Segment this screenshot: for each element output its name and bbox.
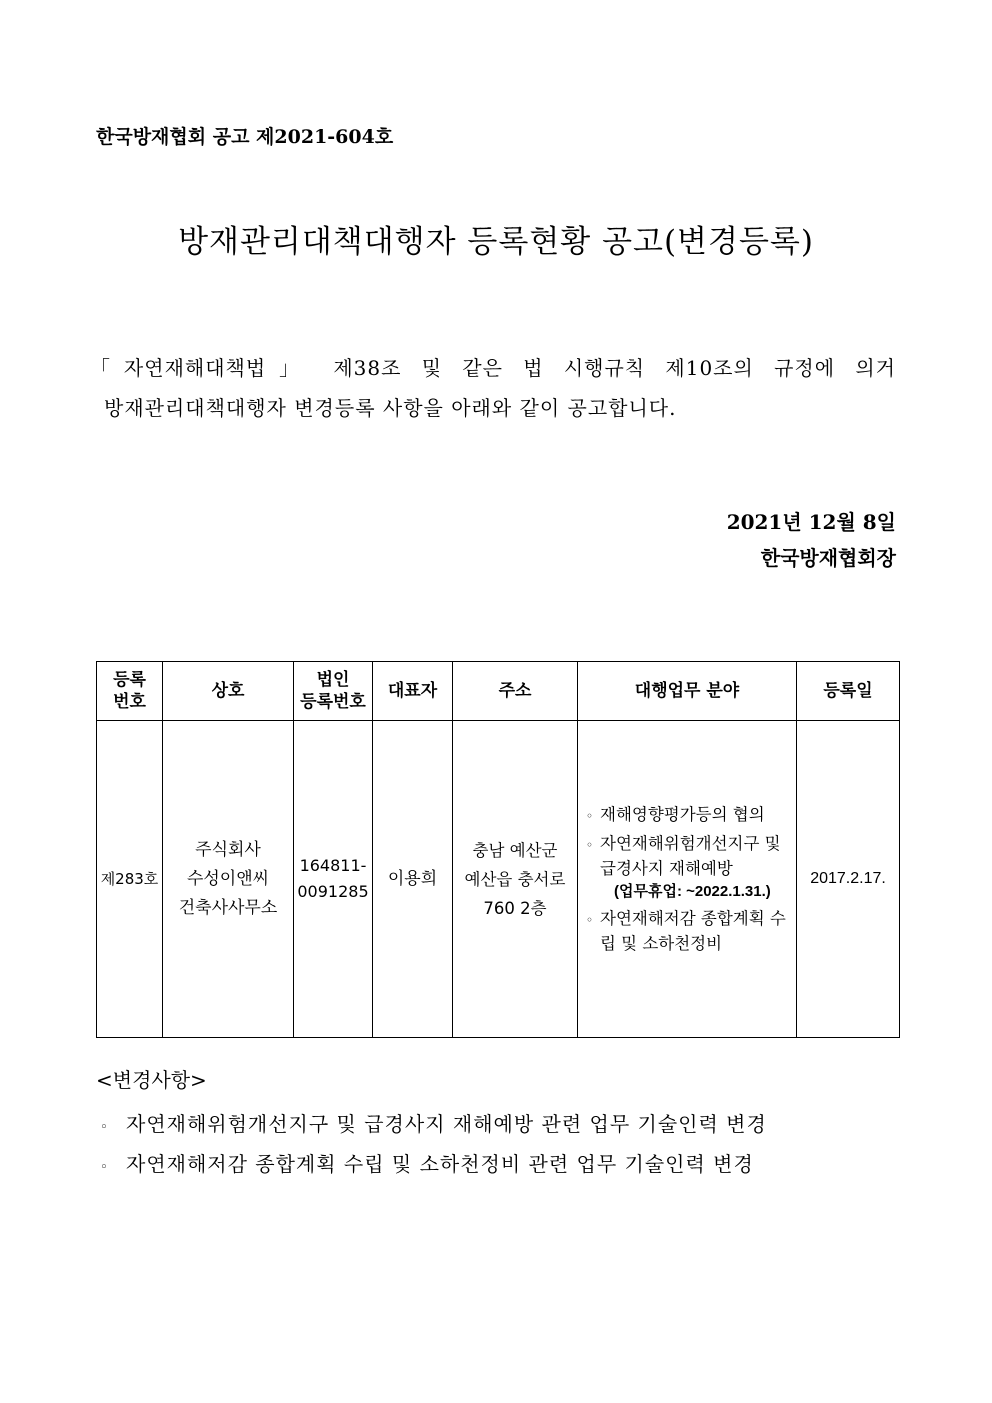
header-representative: 대표자: [373, 662, 453, 721]
cell-address: 충남 예산군 예산읍 충서로 760 2층: [453, 721, 578, 1038]
list-item: ◦ 자연재해위험개선지구 및 급경사지 재해예방 (업무휴업: ~2022.1.31.): [586, 832, 790, 903]
cell-representative: 이용희: [373, 721, 453, 1038]
body-line-2: 방재관리대책대행자 변경등록 사항을 아래와 같이 공고합니다.: [104, 396, 677, 420]
cell-reg-date: 2017.2.17.: [797, 721, 900, 1038]
notice-date: 2021년 12월 8일: [726, 510, 896, 534]
document-title: 방재관리대책대행자 등록현황 공고(변경등록): [178, 224, 814, 260]
body-line-1: 「자연재해대책법」 제38조 및 같은 법 시행규칙 제10조의 규정에 의거: [90, 356, 896, 380]
list-item: ◦ 자연재해저감 종합계획 수립 및 소하천정비: [586, 909, 786, 953]
change-item: ◦ 자연재해저감 종합계획 수립 및 소하천정비 관련 업무 기술인력 변경: [100, 1152, 754, 1176]
cell-reg-no: 제283호: [97, 721, 163, 1038]
cell-company: 주식회사 수성이앤씨 건축사사무소: [163, 721, 294, 1038]
list-item: ◦ 재해영향평가등의 협의: [586, 805, 765, 824]
notice-number: 한국방재협회 공고 제2021-604호: [96, 126, 394, 148]
header-business-field: 대행업무 분야: [578, 662, 797, 721]
table-header-row: [97, 662, 900, 721]
header-address: 주소: [453, 662, 578, 721]
header-company: 상호: [163, 662, 294, 721]
registration-table: [96, 661, 900, 1038]
header-corp-no: 법인 등록번호: [294, 662, 373, 721]
business-field-list: [578, 803, 796, 955]
signer-name: 한국방재협회장: [760, 546, 896, 570]
changes-heading: <변경사항>: [96, 1068, 207, 1092]
table-row: [97, 721, 900, 1038]
header-reg-date: 등록일: [797, 662, 900, 721]
change-item: ◦ 자연재해위험개선지구 및 급경사지 재해예방 관련 업무 기술인력 변경: [100, 1112, 767, 1136]
suspension-note: (업무휴업: ~2022.1.31.): [614, 883, 771, 900]
header-reg-no: 등록 번호: [97, 662, 163, 721]
cell-corp-no: 164811- 0091285: [294, 721, 373, 1038]
cell-business-field: [578, 721, 797, 1038]
